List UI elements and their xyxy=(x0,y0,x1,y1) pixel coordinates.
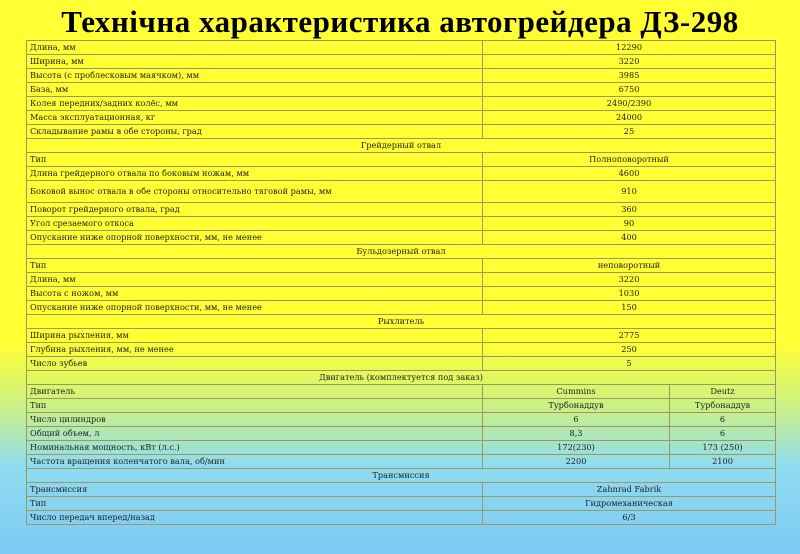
table-row xyxy=(27,217,776,231)
row-label: Опускание ниже опорной поверхности, мм, не менее xyxy=(27,231,483,245)
row-label: Общий объем, л xyxy=(27,427,483,441)
row-label: Длина грейдерного отвала по боковым ножам, мм xyxy=(27,167,483,181)
table-row xyxy=(27,357,776,371)
row-value-cummins: 2200 xyxy=(483,455,670,469)
row-value-cummins: 172(230) xyxy=(483,441,670,455)
row-value: 910 xyxy=(483,181,776,203)
section-heading-row xyxy=(27,315,776,329)
row-label: Число передач вперед/назад xyxy=(27,511,483,525)
section-heading-engine: Двигатель (комплектуется под заказ) xyxy=(27,371,776,385)
table-row xyxy=(27,125,776,139)
row-value: 3220 xyxy=(483,273,776,287)
section-heading-grader-blade: Грейдерный отвал xyxy=(27,139,776,153)
row-value-deutz: Deutz xyxy=(670,385,776,399)
row-value: 360 xyxy=(483,203,776,217)
table-row xyxy=(27,111,776,125)
table-row xyxy=(27,167,776,181)
row-label: Длина, мм xyxy=(27,273,483,287)
table-row xyxy=(27,69,776,83)
row-value: 400 xyxy=(483,231,776,245)
row-value: 4600 xyxy=(483,167,776,181)
row-value-deutz: 6 xyxy=(670,413,776,427)
row-label: Высота с ножом, мм xyxy=(27,287,483,301)
row-value: 2775 xyxy=(483,329,776,343)
row-value-deutz: Турбонаддув xyxy=(670,399,776,413)
row-label: Двигатель xyxy=(27,385,483,399)
table-row xyxy=(27,181,776,203)
spec-table xyxy=(26,40,776,525)
row-label: Поворот грейдерного отвала, град xyxy=(27,203,483,217)
table-row xyxy=(27,483,776,497)
row-value-cummins: 6 xyxy=(483,413,670,427)
row-label: Колея передних/задних колёс, мм xyxy=(27,97,483,111)
row-value: 2490/2390 xyxy=(483,97,776,111)
row-value: 5 xyxy=(483,357,776,371)
table-row xyxy=(27,497,776,511)
row-value: Гидромеханическая xyxy=(483,497,776,511)
row-label: Ширина рыхления, мм xyxy=(27,329,483,343)
row-value-deutz: 173 (250) xyxy=(670,441,776,455)
section-heading-row xyxy=(27,469,776,483)
row-label: Опускание ниже опорной поверхности, мм, не менее xyxy=(27,301,483,315)
section-heading-transmission: Трансмиссия xyxy=(27,469,776,483)
table-row xyxy=(27,153,776,167)
row-value: 24000 xyxy=(483,111,776,125)
row-label: Номинальная мощность, кВт (л.с.) xyxy=(27,441,483,455)
row-value: 3220 xyxy=(483,55,776,69)
row-value: Zahnrad Fabrik xyxy=(483,483,776,497)
section-heading-row xyxy=(27,245,776,259)
row-label: Боковой вынос отвала в обе стороны относительно тяговой рамы, мм xyxy=(27,181,483,203)
row-value: 250 xyxy=(483,343,776,357)
row-value: 6/3 xyxy=(483,511,776,525)
row-label: Трансмиссия xyxy=(27,483,483,497)
row-label: Частота вращения коленчатого вала, об/мин xyxy=(27,455,483,469)
row-label: Длина, мм xyxy=(27,41,483,55)
table-row xyxy=(27,441,776,455)
table-row xyxy=(27,97,776,111)
row-label: Число зубьев xyxy=(27,357,483,371)
table-row xyxy=(27,413,776,427)
row-label: Высота (с проблесковым маячком), мм xyxy=(27,69,483,83)
row-value-deutz: 2100 xyxy=(670,455,776,469)
row-label: Тип xyxy=(27,497,483,511)
row-value: 90 xyxy=(483,217,776,231)
row-label: Тип xyxy=(27,399,483,413)
section-heading-ripper: Рыхлитель xyxy=(27,315,776,329)
row-value: 3985 xyxy=(483,69,776,83)
row-value-cummins: Cummins xyxy=(483,385,670,399)
row-value: 6750 xyxy=(483,83,776,97)
row-label: Глубина рыхления, мм, не менее xyxy=(27,343,483,357)
table-row xyxy=(27,329,776,343)
table-row xyxy=(27,511,776,525)
table-row xyxy=(27,203,776,217)
row-value: неповоротный xyxy=(483,259,776,273)
table-row xyxy=(27,83,776,97)
row-label: База, мм xyxy=(27,83,483,97)
row-value: 150 xyxy=(483,301,776,315)
table-row xyxy=(27,231,776,245)
table-row xyxy=(27,343,776,357)
table-row xyxy=(27,259,776,273)
row-value: Полноповоротный xyxy=(483,153,776,167)
table-row xyxy=(27,273,776,287)
table-row xyxy=(27,287,776,301)
row-value-cummins: Турбонаддув xyxy=(483,399,670,413)
row-label: Угол срезаемого откоса xyxy=(27,217,483,231)
section-heading-row xyxy=(27,371,776,385)
row-value: 12290 xyxy=(483,41,776,55)
table-row xyxy=(27,399,776,413)
row-label: Ширина, мм xyxy=(27,55,483,69)
row-label: Тип xyxy=(27,153,483,167)
row-label: Складывание рамы в обе стороны, град xyxy=(27,125,483,139)
table-row xyxy=(27,385,776,399)
row-label: Тип xyxy=(27,259,483,273)
page-title: Технічна характеристика автогрейдера ДЗ-298 xyxy=(61,4,739,39)
row-label: Число цилиндров xyxy=(27,413,483,427)
row-value-cummins: 8,3 xyxy=(483,427,670,441)
row-label: Масса эксплуатационная, кг xyxy=(27,111,483,125)
table-row xyxy=(27,427,776,441)
table-row xyxy=(27,301,776,315)
table-row xyxy=(27,455,776,469)
section-heading-dozer-blade: Бульдозерный отвал xyxy=(27,245,776,259)
table-row xyxy=(27,55,776,69)
section-heading-row xyxy=(27,139,776,153)
table-row xyxy=(27,41,776,55)
row-value: 25 xyxy=(483,125,776,139)
row-value: 1030 xyxy=(483,287,776,301)
row-value-deutz: 6 xyxy=(670,427,776,441)
